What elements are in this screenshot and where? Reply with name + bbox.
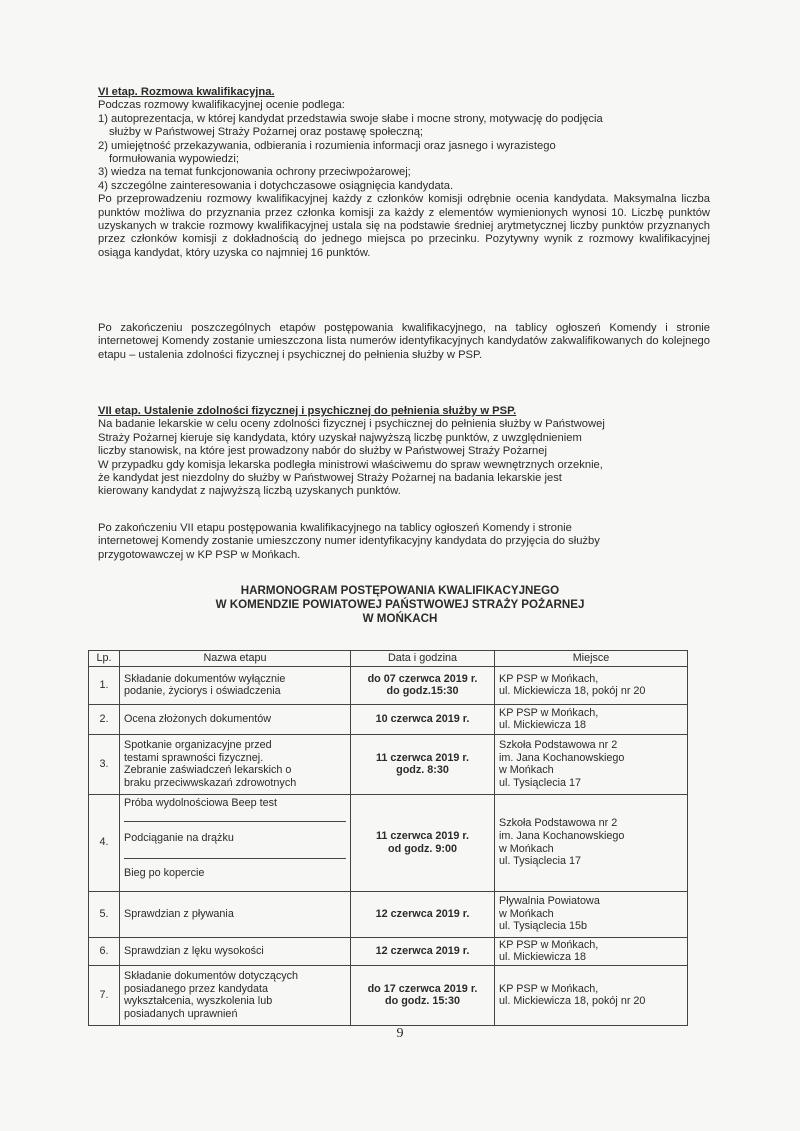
row-date: do 17 czerwca 2019 r. do godz. 15:30 [351,965,495,1025]
stage6-item: służby w Państwowej Straży Pożarnej oraz postawę społeczną; [109,126,424,139]
row-name: Sprawdzian z pływania [120,891,351,937]
table-row [89,965,688,1025]
table-row [89,891,688,937]
stage6-item: 3) wiedza na temat funkcjonowania ochrony przeciwpożarowej; [98,166,411,179]
row-lp: 2. [89,704,120,734]
row-lp: 3. [89,734,120,794]
stage6-section [98,86,710,260]
row-date: do 07 czerwca 2019 r. do godz.15:30 [351,666,495,704]
stage6-item: 4) szczególne zainteresowania i dotychczasowe osiągnięcia kandydata. [98,179,454,192]
column-header-lp: Lp. [89,651,120,667]
row-place: KP PSP w Mońkach, ul. Mickiewicza 18 [495,704,688,734]
schedule-title-line: W KOMENDZIE POWIATOWEJ PAŃSTWOWEJ STRAŻY POŻARNEJ [215,598,585,611]
table-row [89,666,688,704]
after-stages-paragraph: Po zakończeniu poszczególnych etapów postępowania kwalifikacyjnego, na tablicy ogłoszeń Komendy i stronie internetowej Komendy zostanie umieszczona lista numerów identyfikacyjnych kandydatów zakwalifikowanych do kolejnego etapu – ustalenia zdolności fizycznej i psychicznej do pełnienia służby w PSP. [98,322,710,361]
row-lp: 6. [89,937,120,965]
table-row [89,937,688,965]
row-place: Pływalnia Powiatowa w Mońkach ul. Tysiąclecia 15b [495,891,688,937]
row-date: 12 czerwca 2019 r. [351,937,495,965]
table-row [89,794,688,891]
row-name: Składanie dokumentów dotyczących posiadanego przez kandydata wykształcenia, wyszkolenia lub posiadanych uprawnień [120,965,351,1025]
row-place: Szkoła Podstawowa nr 2 im. Jana Kochanowskiego w Mońkach ul. Tysiąclecia 17 [495,734,688,794]
schedule-title-line: W MOŃKACH [362,612,438,625]
stage7-closing: Po zakończeniu VII etapu postępowania kwalifikacyjnego na tablicy ogłoszeń Komendy i stronie internetowej Komendy zostanie umieszczony numer identyfikacyjny kandydata do przyjęcia do służby przygotowawczej w KP PSP w Mońkach. [98,522,600,561]
stage7-heading: VII etap. Ustalenie zdolności fizycznej i psychicznej do pełnienia służby w PSP. [98,405,517,417]
stage6-item: formułowania wypowiedzi; [109,153,239,166]
row-lp: 5. [89,891,120,937]
stage6-paragraph: Po przeprowadzeniu rozmowy kwalifikacyjnej każdy z członków komisji odrębnie ocenia kandydata. Maksymalna liczba punktów możliwa do przyznania przez członka komisji za każdy z elementów wymienionych wynosi 10. Liczbę punktów uzyskanych w trakcie rozmowy kwalifikacyjnej ustala się na podstawie średniej arytmetycznej liczby punktów przyznanych przez członków komisji z dokładnością do jednego miejsca po przecinku. Pozytywny wynik z rozmowy kwalifikacyjnej osiąga kandydat, który uzyska co najmniej 16 punktów. [98,193,710,259]
schedule-title-line: HARMONOGRAM POSTĘPOWANIA KWALIFIKACYJNEGO [240,584,560,597]
column-header-place: Miejsce [495,651,688,667]
row-date: 12 czerwca 2019 r. [351,891,495,937]
row-name: Spotkanie organizacyjne przed testami sprawności fizycznej. Zebranie zaświadczeń lekarskich o braku przeciwwskazań zdrowotnych [120,734,351,794]
row-name: Sprawdzian z lęku wysokości [120,937,351,965]
table-row [89,704,688,734]
row-date: 11 czerwca 2019 r. od godz. 9:00 [351,794,495,891]
stage6-item: 1) autoprezentacja, w której kandydat przedstawia swoje słabe i mocne strony, motywację do podjęcia [98,112,603,125]
row-name-group [120,794,351,891]
row-subname: Bieg po kopercie [124,866,205,879]
row-place: KP PSP w Mońkach, ul. Mickiewicza 18, pokój nr 20 [495,965,688,1025]
row-lp: 7. [89,965,120,1025]
table-row [89,734,688,794]
stage6-intro: Podczas rozmowy kwalifikacyjnej ocenie podlega: [98,99,345,112]
row-place: KP PSP w Mońkach, ul. Mickiewicza 18, pokój nr 20 [495,666,688,704]
column-header-date: Data i godzina [351,651,495,667]
row-name: Składanie dokumentów wyłącznie podanie, życiorys i oświadczenia [120,666,351,704]
row-place: KP PSP w Mońkach, ul. Mickiewicza 18 [495,937,688,965]
stage7-section [98,405,710,499]
row-subname: Próba wydolnościowa Beep test [124,795,346,822]
stage6-heading: VI etap. Rozmowa kwalifikacyjna. [98,86,275,98]
row-date: 11 czerwca 2019 r. godz. 8:30 [351,734,495,794]
row-date: 10 czerwca 2019 r. [351,704,495,734]
table-header-row [89,651,688,667]
schedule-title [120,584,680,626]
column-header-name: Nazwa etapu [120,651,351,667]
row-name: Ocena złożonych dokumentów [120,704,351,734]
row-place: Szkoła Podstawowa nr 2 im. Jana Kochanowskiego w Mońkach ul. Tysiąclecia 17 [495,794,688,891]
row-subname: Podciąganie na drążku [124,822,346,859]
page-number: 9 [396,1026,404,1041]
stage6-item: 2) umiejętność przekazywania, odbierania i rozumienia informacji oraz jasnego i wyrazistego [98,139,556,152]
row-lp: 4. [89,794,120,891]
row-lp: 1. [89,666,120,704]
schedule-table [88,650,688,1026]
stage7-paragraph: Na badanie lekarskie w celu oceny zdolności fizycznej i psychicznej do pełnienia służby w Państwowej Straży Pożarnej kieruje się kandydata, który uzyskał najwyższą liczbę punktów, z uwzględnieniem liczby stanowisk, na które jest prowadzony nabór do służby w Państwowej Straży Pożarnej W przypadku gdy komisja lekarska podległa ministrowi właściwemu do spraw wewnętrznych orzeknie, że kandydat jest niezdolny do służby w Państwowej Straży Pożarnej na badania lekarskie jest kierowany kandydat z najwyższą liczbą uzyskanych punktów. [98,418,605,498]
